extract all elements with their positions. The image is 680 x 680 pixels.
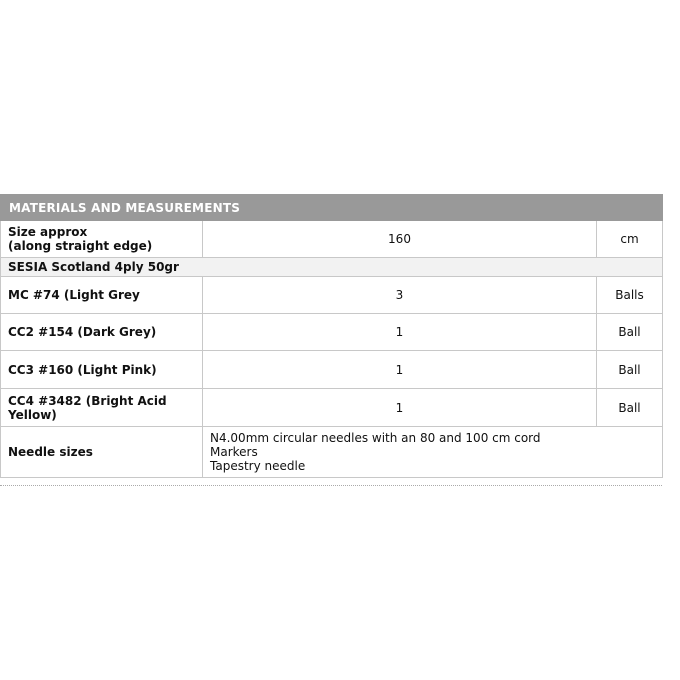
size-label — [1, 221, 203, 258]
yarn-label: CC3 #160 (Light Pink) — [1, 351, 203, 389]
yarn-heading-row — [1, 258, 663, 277]
table-row — [1, 389, 663, 427]
size-value: 160 — [203, 221, 597, 258]
needle-sizes-list — [203, 427, 663, 478]
needle-item: Tapestry needle — [210, 459, 306, 473]
needle-sizes-label: Needle sizes — [1, 427, 203, 478]
table-title: MATERIALS AND MEASUREMENTS — [1, 195, 663, 221]
materials-table-container — [0, 194, 662, 478]
yarn-quantity: 1 — [203, 389, 597, 427]
table-row — [1, 351, 663, 389]
materials-table — [0, 194, 663, 478]
yarn-label: CC4 #3482 (Bright Acid Yellow) — [1, 389, 203, 427]
yarn-unit: Ball — [597, 351, 663, 389]
yarn-unit: Balls — [597, 277, 663, 314]
table-row — [1, 314, 663, 351]
needle-sizes-row — [1, 427, 663, 478]
size-unit: cm — [597, 221, 663, 258]
dotted-divider — [0, 485, 662, 486]
needle-item: N4.00mm circular needles with an 80 and 100 cm cord — [210, 431, 541, 445]
table-row — [1, 277, 663, 314]
table-header-row — [1, 195, 663, 221]
size-label-line2: (along straight edge) — [8, 239, 153, 253]
size-label-line1: Size approx — [8, 225, 88, 239]
yarn-label: CC2 #154 (Dark Grey) — [1, 314, 203, 351]
yarn-quantity: 3 — [203, 277, 597, 314]
yarn-heading: SESIA Scotland 4ply 50gr — [1, 258, 663, 277]
yarn-quantity: 1 — [203, 351, 597, 389]
yarn-unit: Ball — [597, 389, 663, 427]
needle-item: Markers — [210, 445, 258, 459]
size-row — [1, 221, 663, 258]
yarn-unit: Ball — [597, 314, 663, 351]
yarn-quantity: 1 — [203, 314, 597, 351]
yarn-label: MC #74 (Light Grey — [1, 277, 203, 314]
